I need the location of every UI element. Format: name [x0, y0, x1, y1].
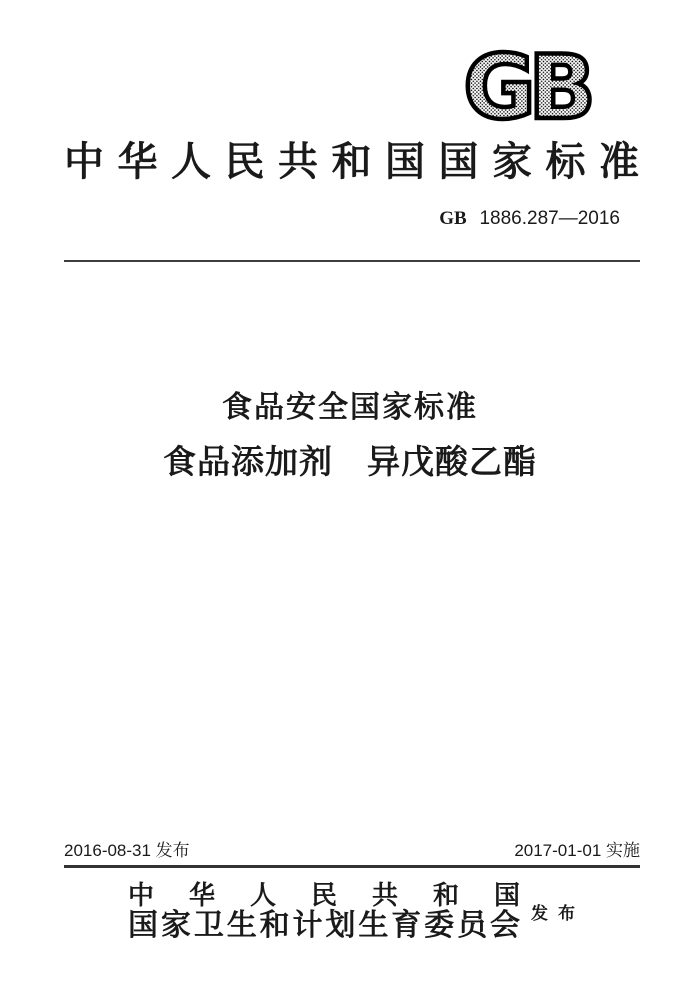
footer-divider-rule [64, 865, 640, 868]
issue-date: 2016-08-31 发布 [64, 841, 190, 860]
document-title-line1: 食品安全国家标准 [222, 391, 478, 424]
standard-code [439, 208, 620, 231]
gb-logo-letters: GB [463, 48, 589, 126]
document-title-line2: 食品添加剂 异戊酸乙酯 [163, 443, 537, 480]
gb-standard-logo-icon [458, 48, 594, 126]
implement-date: 2017-01-01 实施 [514, 841, 640, 860]
national-standard-title: 中华人民共和国国家标准 [64, 139, 640, 184]
date-row [64, 841, 640, 861]
header-divider-rule [64, 260, 640, 262]
publisher-block [128, 883, 520, 941]
publisher-line2: 国家卫生和计划生育委员会 [128, 909, 520, 942]
publisher-line1: 中华人民共和国 [128, 881, 520, 910]
standard-code-prefix: GB [439, 208, 467, 229]
publish-label: 发布 [531, 904, 585, 923]
standard-code-number: 1886.287—2016 [479, 208, 620, 229]
